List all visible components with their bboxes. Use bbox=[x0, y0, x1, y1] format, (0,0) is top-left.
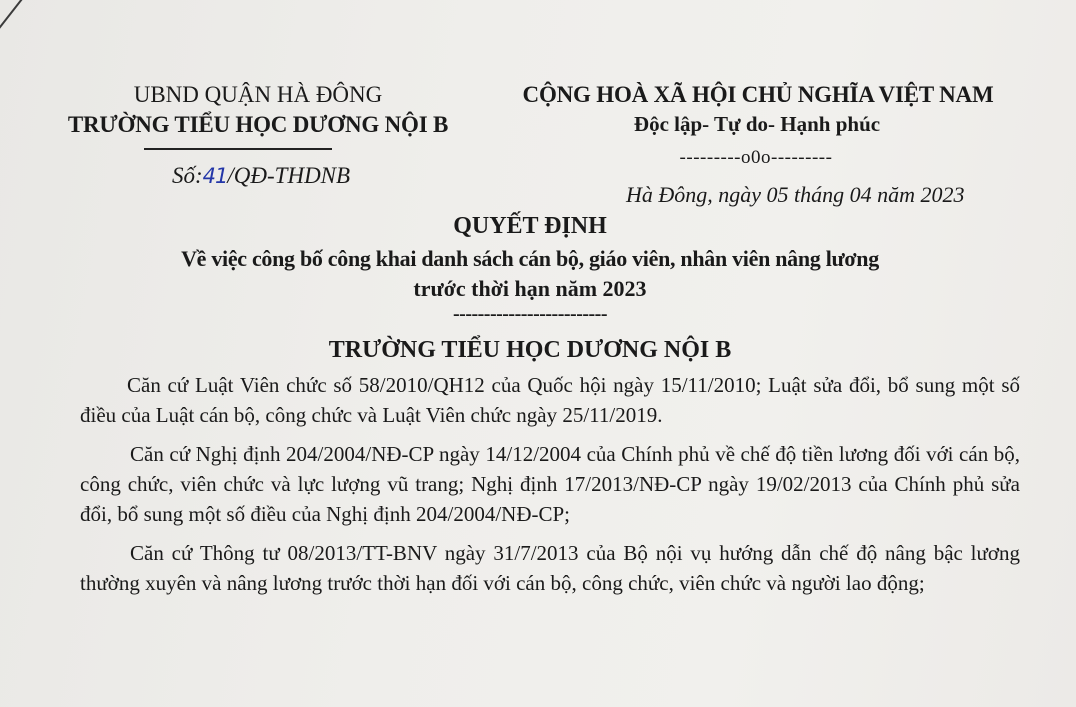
organization-name: TRƯỜNG TIỂU HỌC DƯƠNG NỘI B bbox=[67, 112, 449, 137]
document-number-prefix: Số: bbox=[172, 163, 203, 188]
nation-name: CỘNG HOÀ XÃ HỘI CHỦ NGHĨA VIỆT NAM bbox=[522, 82, 994, 107]
paragraph-legal-basis-2: Căn cứ Nghị định 204/2004/NĐ-CP ngày 14/12/2004 của Chính phủ về chế độ tiền lương đối với cán bộ, công chức, viên chức và lực lượng vũ trang; Nghị định 17/2013/NĐ-CP ngày 19/02/2013 của Chính phủ sửa đổi, bổ sung một số điều của Nghị định 204/2004/NĐ-CP; bbox=[80, 442, 1020, 526]
authority-name: UBND QUẬN HÀ ĐÔNG bbox=[133, 82, 383, 107]
national-motto: Độc lập- Tự do- Hạnh phúc bbox=[633, 112, 881, 136]
document-title: QUYẾT ĐỊNH bbox=[453, 213, 607, 239]
handwritten-number: 41 bbox=[202, 164, 228, 188]
document-subtitle-line2: trước thời hạn năm 2023 bbox=[413, 276, 647, 301]
document-number bbox=[172, 163, 350, 189]
paragraph-legal-basis-3: Căn cứ Thông tư 08/2013/TT-BNV ngày 31/7/2013 của Bộ nội vụ hướng dẫn chế độ nâng bậc lương thường xuyên và nâng lương trước thời hạn đối với cán bộ, công chức, viên chức và người lao động; bbox=[80, 541, 1020, 595]
document-body bbox=[80, 370, 1020, 607]
header-underline bbox=[144, 148, 332, 150]
place-date: Hà Đông, ngày 05 tháng 04 năm 2023 bbox=[626, 182, 965, 207]
paragraph-legal-basis-1: Căn cứ Luật Viên chức số 58/2010/QH12 của Quốc hội ngày 15/11/2010; Luật sửa đổi, bổ sung một số điều của Luật cán bộ, công chức và Luật Viên chức ngày 25/11/2019. bbox=[80, 373, 1020, 427]
issuing-organization: TRƯỜNG TIỂU HỌC DƯƠNG NỘI B bbox=[328, 337, 732, 363]
document-number-suffix: /QĐ-THDNB bbox=[227, 163, 351, 188]
title-divider: ------------------------- bbox=[452, 303, 608, 325]
paper-edge-line bbox=[0, 0, 23, 30]
motto-ornament: ---------o0o--------- bbox=[679, 147, 833, 168]
document-subtitle-line1: Về việc công bố công khai danh sách cán bộ, giáo viên, nhân viên nâng lương bbox=[181, 246, 879, 271]
